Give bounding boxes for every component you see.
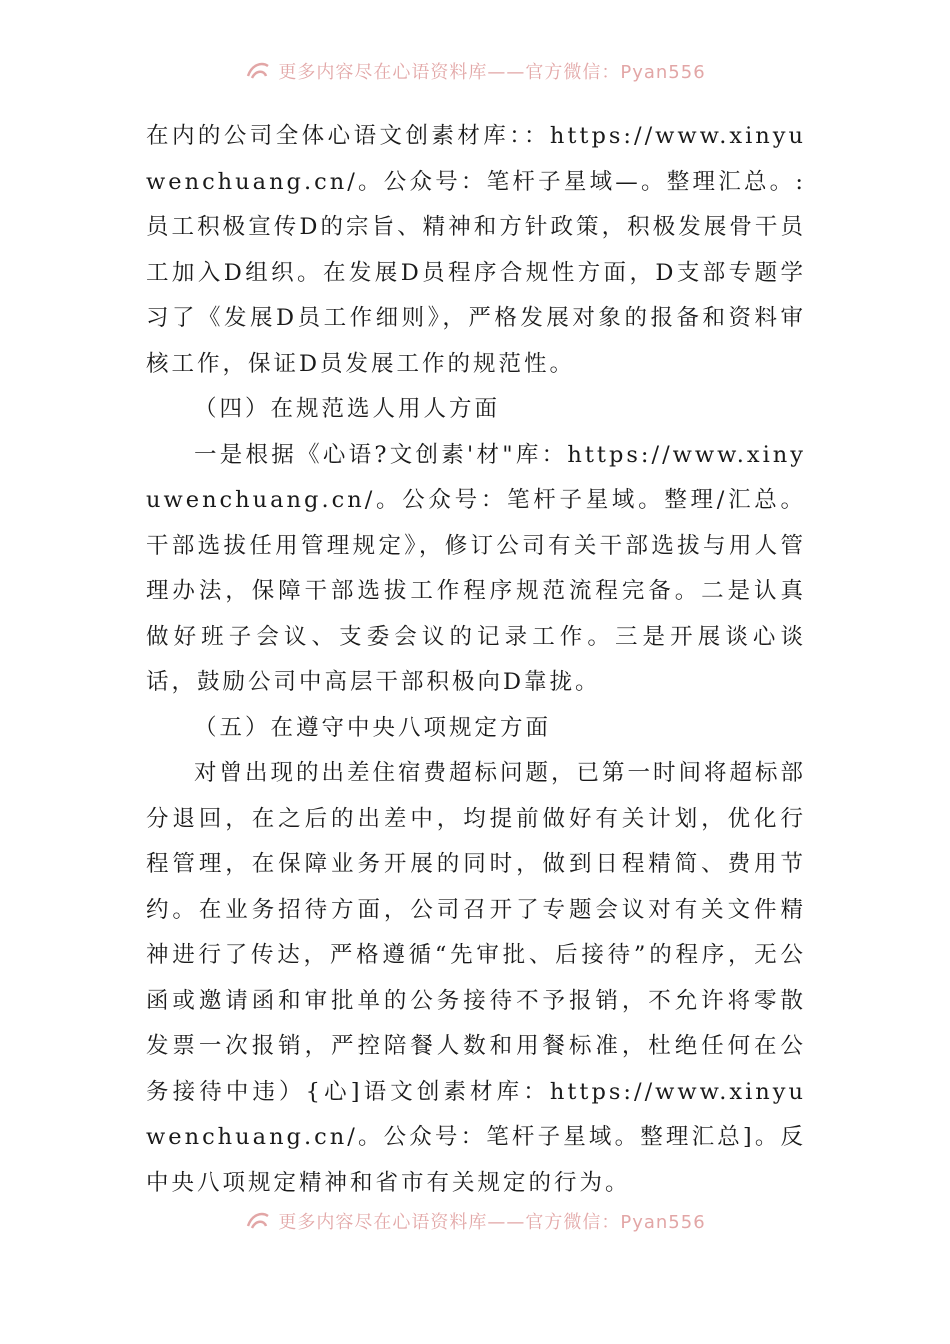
watermark-text: 更多内容尽在心语资料库——官方微信：Pyan556 — [278, 62, 706, 83]
paragraph-1: 在内的公司全体心语文创素材库：：https://www.xinyuwenchuang.cn/。公众号：笔杆子星域—。整理汇总。:员工积极宣传D的宗旨、精神和方针政策，积极发展骨干员工加入D组织。在发展D员程序合规性方面，D支部专题学习了《发展D员工作细则》，严格发展对象的报备和资料审核工作，保证D员发展工作的规范性。 — [146, 123, 806, 377]
section-heading-5: （五）在遵守中央八项规定方面 — [194, 714, 552, 741]
document-body — [146, 114, 806, 1206]
footer-watermark — [0, 1206, 950, 1236]
watermark-logo-icon — [244, 1210, 272, 1232]
watermark-text: 更多内容尽在心语资料库——官方微信：Pyan556 — [278, 1212, 706, 1233]
paragraph-2: 一是根据《心语?文创素'材"库：https://www.xinyuwenchuang.cn/。公众号：笔杆子星域。整理/汇总。干部选拔任用管理规定》，修订公司有关干部选拔与用人管理办法，保障干部选拔工作程序规范流程完备。二是认真做好班子会议、支委会议的记录工作。三是开展谈心谈话，鼓励公司中高层干部积极向D靠拢。 — [146, 441, 806, 695]
paragraph-3: 对曾出现的出差住宿费超标问题，已第一时间将超标部分退回，在之后的出差中，均提前做好有关计划，优化行程管理，在保障业务开展的同时，做到日程精简、费用节约。在业务招待方面，公司召开了专题会议对有关文件精神进行了传达，严格遵循“先审批、后接待”的程序，无公函或邀请函和审批单的公务接待不予报销，不允许将零散发票一次报销，严控陪餐人数和用餐标准，杜绝任何在公务接待中违）{心]语文创素材库：https://www.xinyuwenchuang.cn/。公众号：笔杆子星域。整理汇总]。反中央八项规定精神和省市有关规定的行为。 — [146, 760, 807, 1196]
watermark-logo-icon — [244, 60, 272, 82]
header-watermark — [0, 56, 950, 86]
section-heading-4: （四）在规范选人用人方面 — [194, 396, 501, 422]
